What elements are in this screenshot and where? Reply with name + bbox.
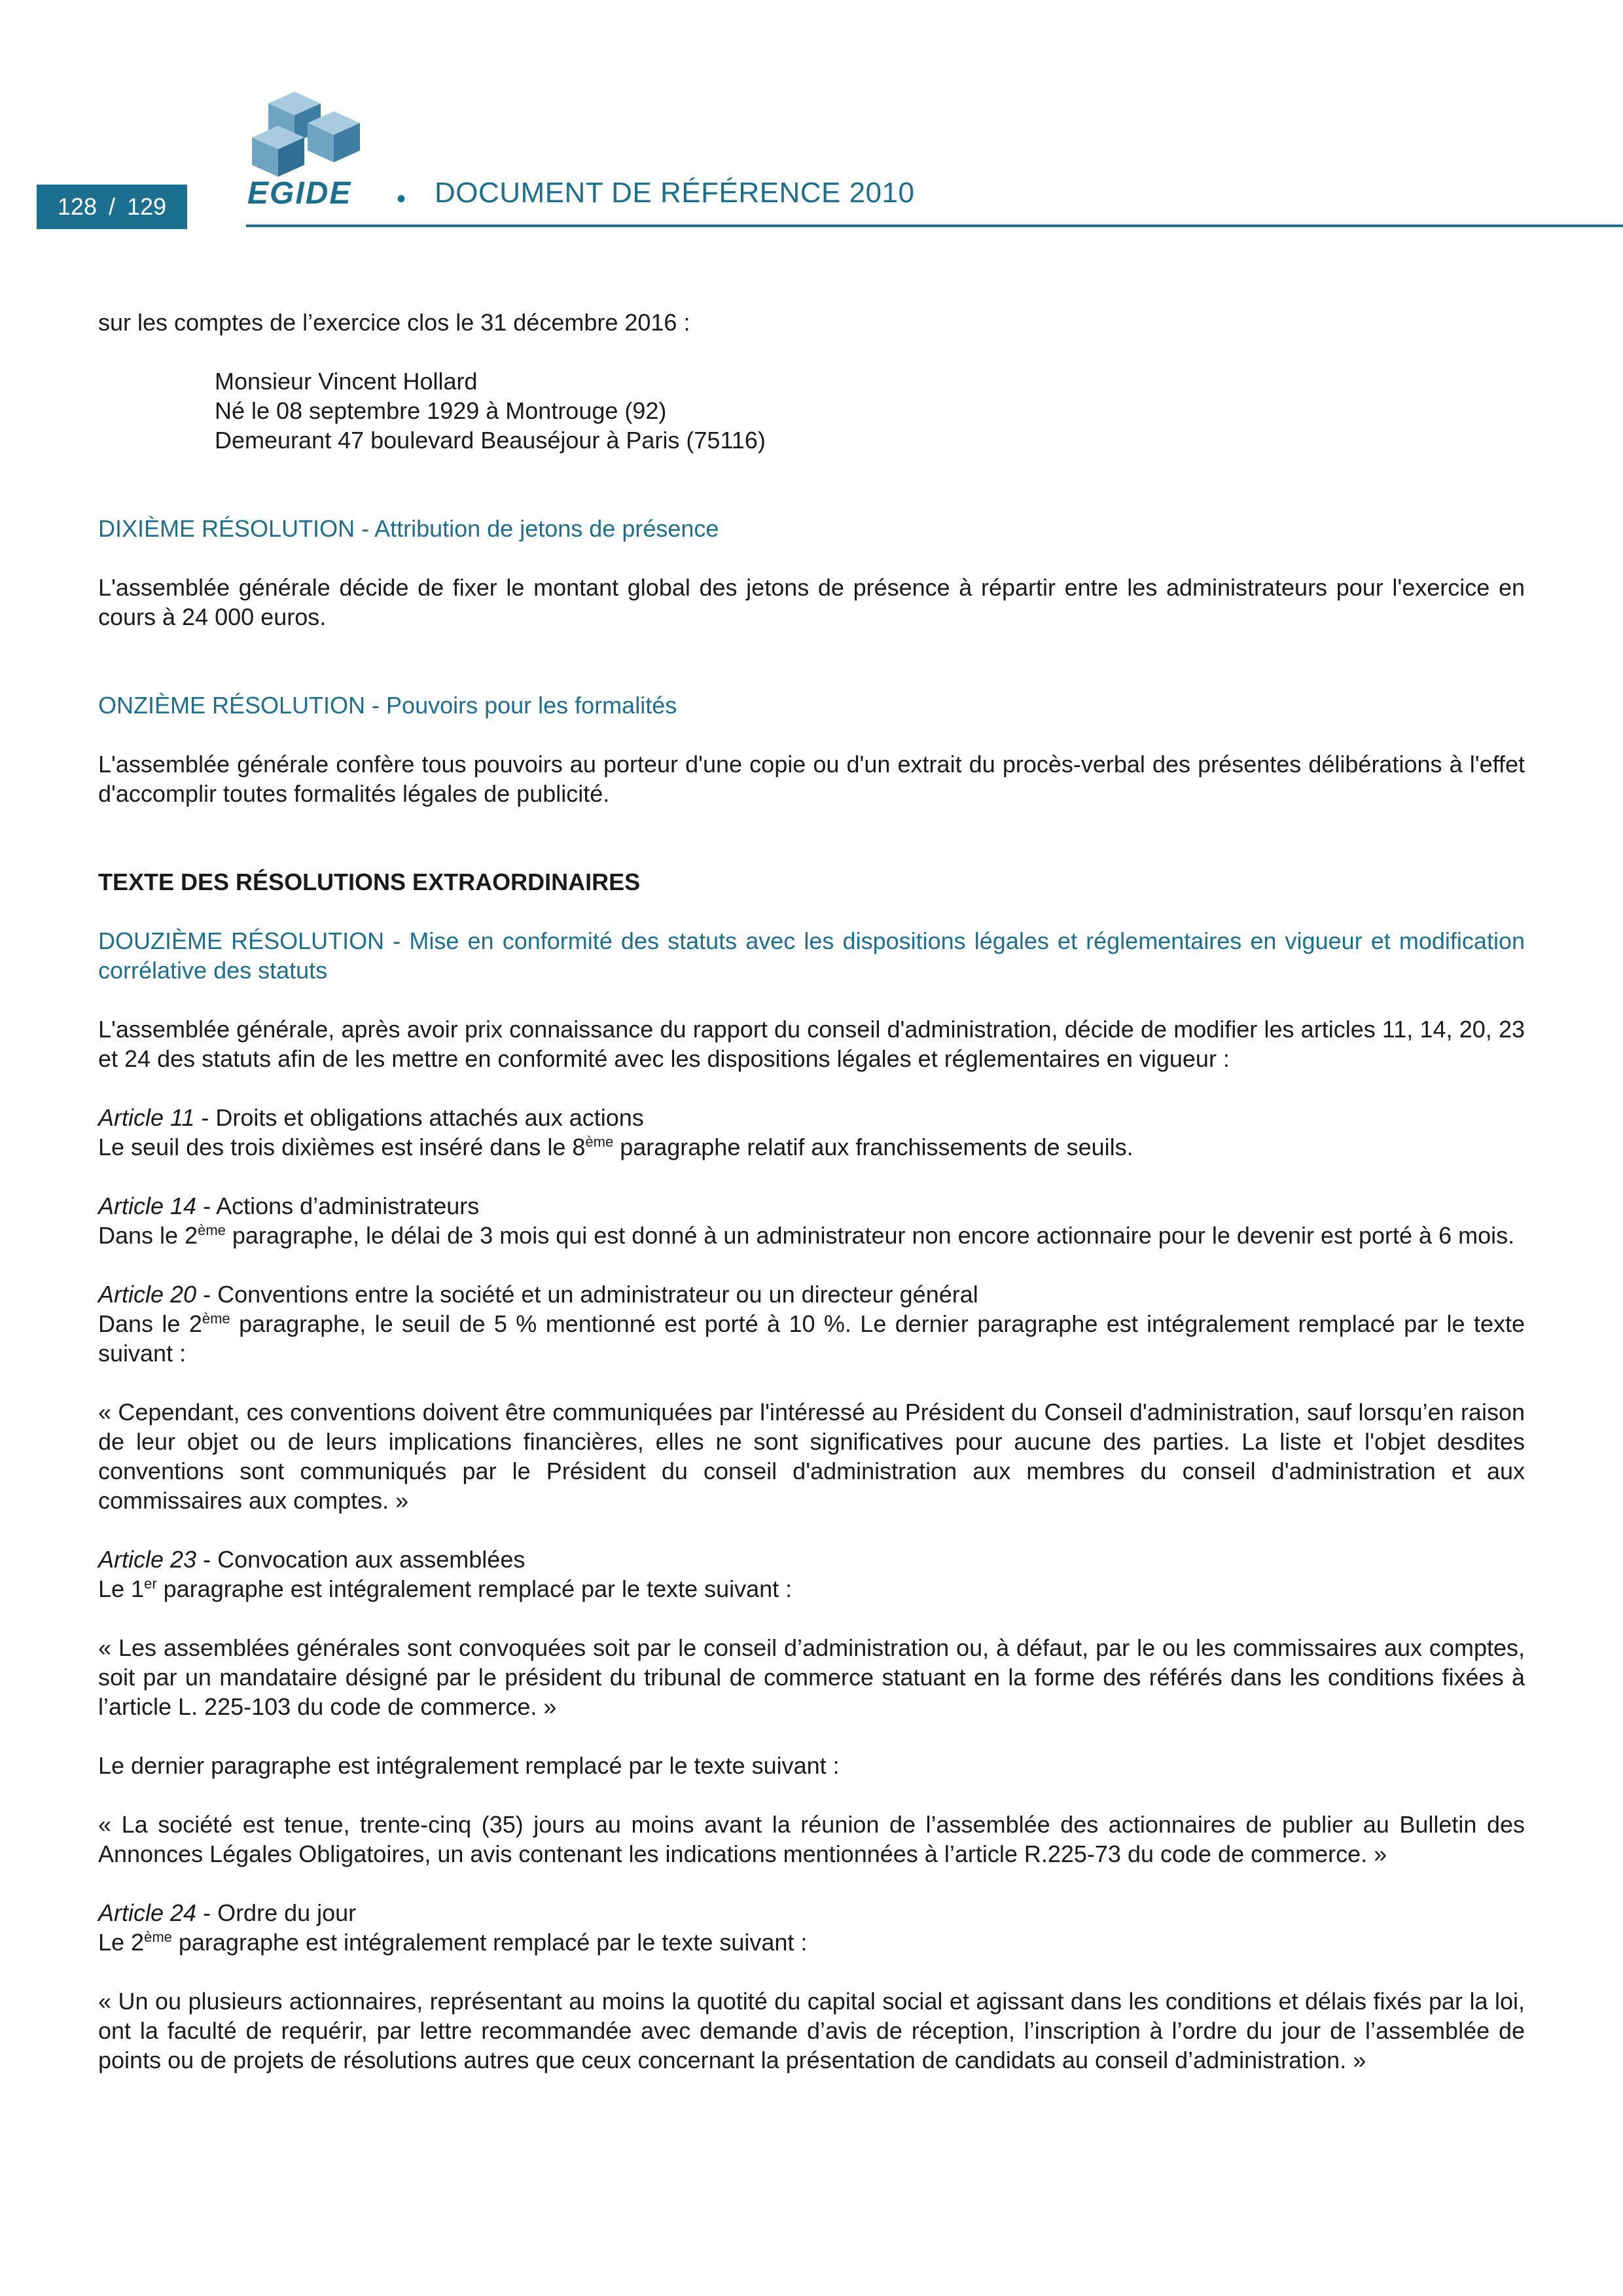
article-23-label: Article 23 (98, 1546, 197, 1573)
page-separator: / (108, 193, 115, 220)
article-23-text-2: Le dernier paragraphe est intégralement remplacé par le texte suivant : (98, 1752, 840, 1779)
article-23-text-a: Le 1 (98, 1575, 145, 1602)
article-23-quote-2: « La société est tenue, trente-cinq (35) jours au moins avant la réunion de l’assemblée des actionnaires de publier au Bulletin des Annonces Légales Obligatoires, un avis contenant les indications mentionnées à l’article R.225-73 du code de commerce. » (98, 1811, 1525, 1867)
resolution-11-heading: ONZIÈME RÉSOLUTION - Pouvoirs pour les formalités (98, 692, 677, 719)
header-bullet: • (397, 185, 406, 213)
resolution-12-heading: DOUZIÈME RÉSOLUTION - Mise en conformité des statuts avec les dispositions légales et réglementaires en vigueur et modification corrélative des statuts (98, 927, 1525, 984)
article-20-sup: ème (202, 1310, 230, 1327)
page-total: 129 (127, 193, 167, 220)
document-title: DOCUMENT DE RÉFÉRENCE 2010 (435, 177, 915, 209)
article-20-text-b: paragraphe, le seuil de 5 % mentionné est porté à 10 %. Le dernier paragraphe est intégralement remplacé par le texte suivant : (98, 1310, 1525, 1367)
article-24-quote: « Un ou plusieurs actionnaires, représentant au moins la quotité du capital social et agissant dans les conditions et délais fixés par la loi, ont la faculté de requérir, par lettre recommandée avec demande d’avis de réception, l’inscription à l’ordre du jour de l’assemblée de points ou de projets de résolutions autres que ceux concernant la présentation de candidats au conseil d’administration. » (98, 1988, 1525, 2073)
article-23-sup: er (144, 1575, 157, 1592)
article-24-title (98, 1898, 1525, 1928)
article-23-text-b: paragraphe est intégralement remplacé par le texte suivant : (156, 1575, 793, 1602)
article-24-label: Article 24 (98, 1899, 197, 1926)
brand-wordmark: EGIDE (247, 176, 352, 211)
article-14-title (98, 1191, 1525, 1221)
person-birth: Né le 08 septembre 1929 à Montrouge (92) (215, 397, 667, 424)
page-number-badge (37, 185, 187, 229)
article-24-text-a: Le 2 (98, 1929, 145, 1956)
person-address: Demeurant 47 boulevard Beauséjour à Paris (75116) (215, 427, 766, 454)
article-24-text-b: paragraphe est intégralement remplacé par le texte suivant : (171, 1929, 808, 1956)
header-divider (246, 224, 1623, 227)
article-11-title-text: - Droits et obligations attachés aux actions (194, 1104, 644, 1131)
article-24-sup: ème (144, 1929, 172, 1945)
article-23-text (98, 1574, 1525, 1604)
article-11-text (98, 1132, 1525, 1162)
article-14-sup: ème (198, 1222, 226, 1238)
article-11-text-b: paragraphe relatif aux franchissements de seuils. (613, 1134, 1133, 1160)
article-11-label: Article 11 (98, 1104, 195, 1131)
article-20-label: Article 20 (98, 1281, 197, 1308)
article-23-quote-1: « Les assemblées générales sont convoquées soit par le conseil d’administration ou, à défaut, par le ou les commissaires aux comptes, soit par un mandataire désigné par le président du tribunal de commerce statuant en la forme des référés dans les conditions fixées à l’article L. 225-103 du code de commerce. » (98, 1634, 1525, 1720)
person-name: Monsieur Vincent Hollard (215, 368, 478, 395)
page-current: 128 (57, 193, 97, 220)
article-20-title (98, 1280, 1525, 1309)
resolution-12-text: L'assemblée générale, après avoir prix connaissance du rapport du conseil d'administration, décide de modifier les articles 11, 14, 20, 23 et 24 des statuts afin de les mettre en conformité avec les dispositions légales et réglementaires en vigueur : (98, 1016, 1525, 1072)
article-14-text-b: paragraphe, le délai de 3 mois qui est donné à un administrateur non encore actionnaire pour le devenir est porté à 6 mois. (225, 1222, 1515, 1249)
article-14-title-text: - Actions d’administrateurs (196, 1193, 480, 1219)
article-14-text (98, 1221, 1525, 1250)
article-11-text-a: Le seuil des trois dixièmes est inséré dans le 8 (98, 1134, 586, 1160)
article-23-title (98, 1545, 1525, 1574)
article-20-text-a: Dans le 2 (98, 1310, 202, 1337)
article-11-title (98, 1103, 1525, 1132)
article-24-text (98, 1928, 1525, 1957)
article-14-label: Article 14 (98, 1193, 197, 1219)
article-14-text-a: Dans le 2 (98, 1222, 198, 1249)
article-24-title-text: - Ordre du jour (196, 1899, 357, 1926)
resolution-10-heading: DIXIÈME RÉSOLUTION - Attribution de jetons de présence (98, 515, 719, 542)
article-11-sup: ème (585, 1134, 614, 1150)
resolution-11-text: L'assemblée générale confère tous pouvoirs au porteur d'une copie ou d'un extrait du procès-verbal des présentes délibérations à l'effet d'accomplir toutes formalités légales de publicité. (98, 751, 1525, 807)
page-content (98, 308, 1525, 2075)
article-20-quote: « Cependant, ces conventions doivent être communiquées par l'intéressé au Président du Conseil d'administration, sauf lorsqu’en raison de leur objet ou de leurs implications financières, elles ne sont significatives pour aucune des parties. La liste et l'objet desdites conventions sont communiqués par le Président du conseil d'administration aux membres du conseil d'administration et aux commissaires aux comptes. » (98, 1399, 1525, 1514)
article-20-title-text: - Conventions entre la société et un administrateur ou un directeur général (196, 1281, 978, 1308)
intro-text: sur les comptes de l’exercice clos le 31 décembre 2016 : (98, 309, 690, 336)
article-20-text (98, 1309, 1525, 1368)
resolution-10-text: L'assemblée générale décide de fixer le montant global des jetons de présence à répartir entre les administrateurs pour l'exercice en cours à 24 000 euros. (98, 574, 1525, 630)
extraordinary-resolutions-heading: TEXTE DES RÉSOLUTIONS EXTRAORDINAIRES (98, 869, 641, 895)
article-23-title-text: - Convocation aux assemblées (196, 1546, 526, 1573)
